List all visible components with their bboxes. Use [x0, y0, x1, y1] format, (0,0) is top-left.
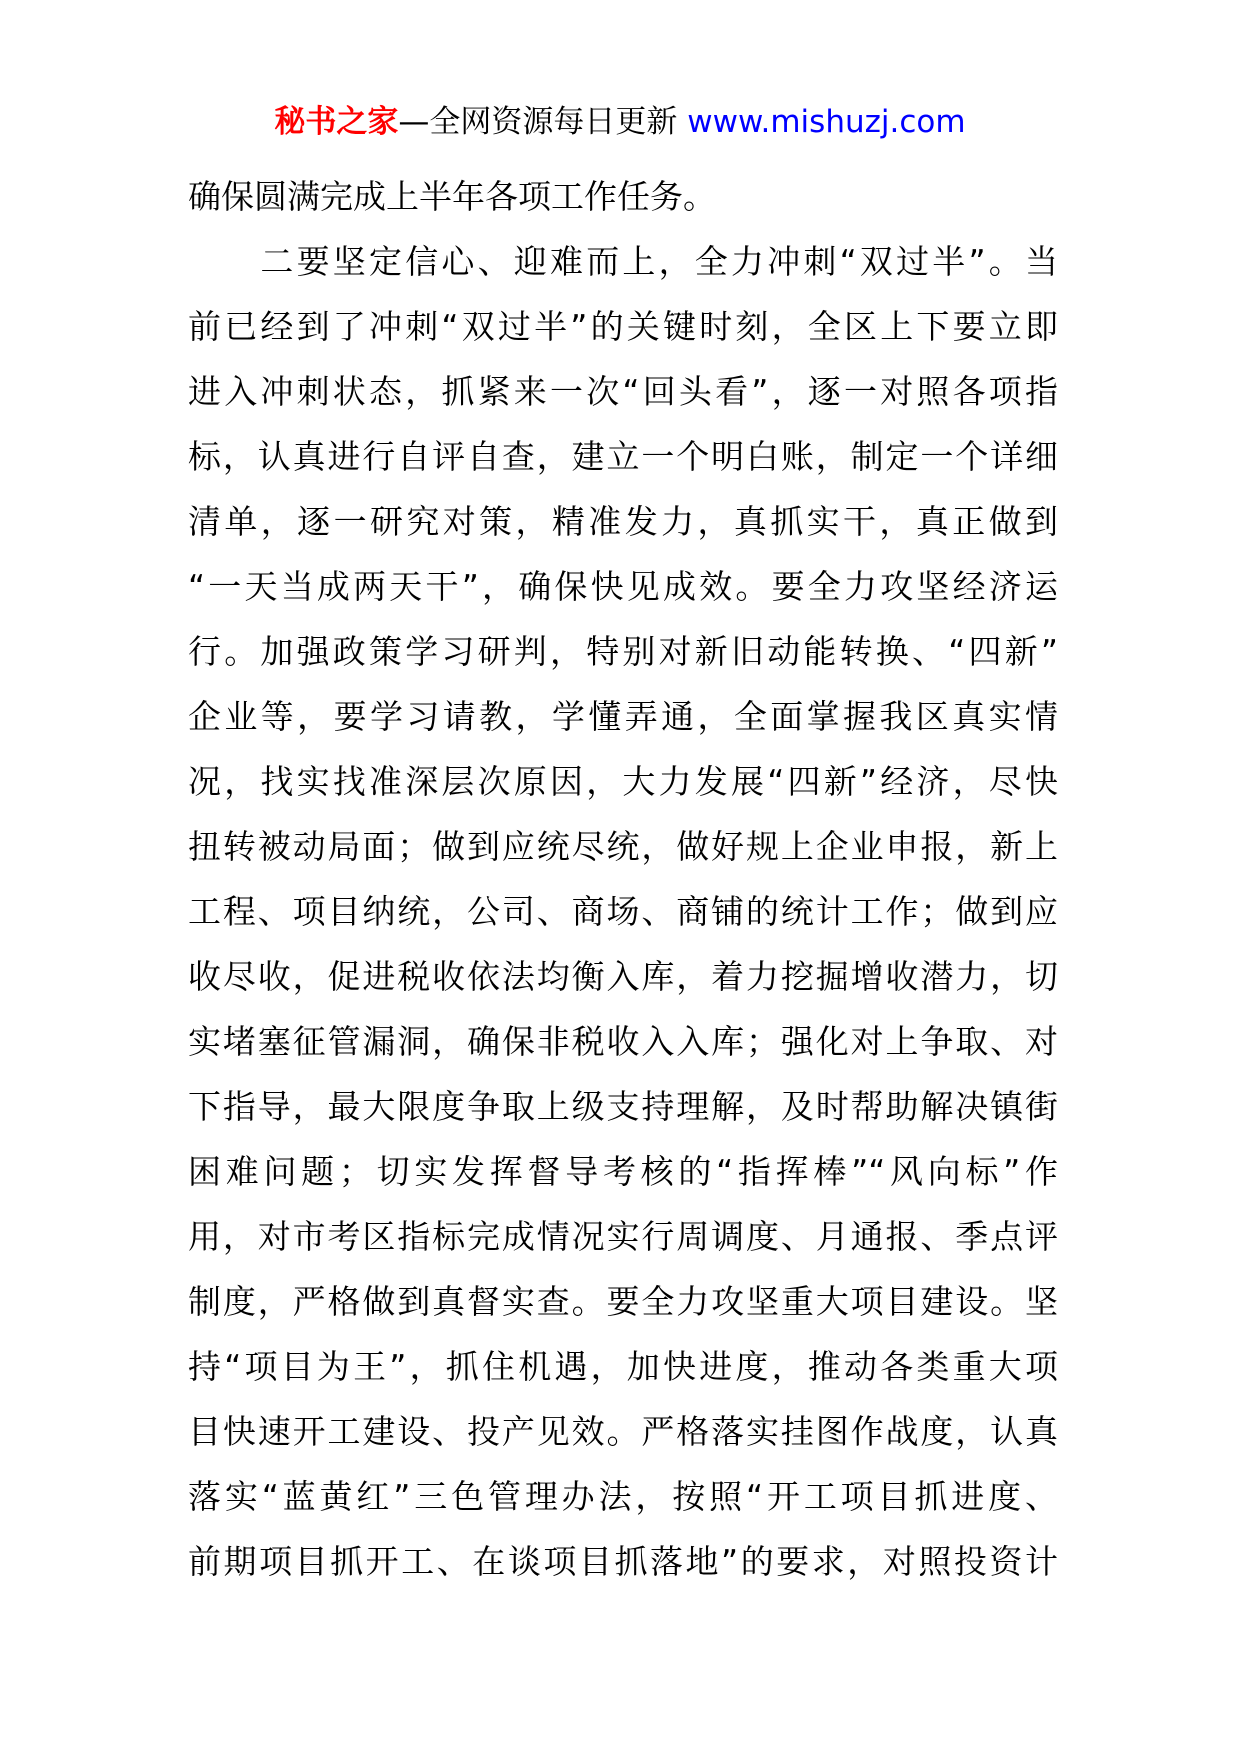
site-slogan: —全网资源每日更新: [398, 104, 678, 140]
text-line: 进入冲刺状态，抓紧来一次“回头看”，逐一对照各项指: [188, 372, 1058, 411]
site-header: [0, 100, 1240, 144]
text-line: 扭转被动局面；做到应统尽统，做好规上企业申报，新上: [188, 827, 1058, 866]
text-line: 况，找实找准深层次原因，大力发展“四新”经济，尽快: [188, 762, 1058, 801]
text-line: 实堵塞征管漏洞，确保非税收入入库；强化对上争取、对: [188, 1022, 1058, 1061]
site-url-link[interactable]: www.mishuzj.com: [687, 104, 966, 140]
text-line: 前已经到了冲刺“双过半”的关键时刻，全区上下要立即: [188, 307, 1058, 346]
text-line: 标，认真进行自评自查，建立一个明白账，制定一个详细: [188, 437, 1058, 476]
text-line: 困难问题；切实发挥督导考核的“指挥棒”“风向标”作: [188, 1152, 1058, 1191]
text-line: 收尽收，促进税收依法均衡入库，着力挖掘增收潜力，切: [188, 957, 1058, 996]
text-line: 企业等，要学习请教，学懂弄通，全面掌握我区真实情: [188, 697, 1058, 736]
text-line: 工程、项目纳统，公司、商场、商铺的统计工作；做到应: [188, 892, 1058, 931]
text-line: 清单，逐一研究对策，精准发力，真抓实干，真正做到: [188, 502, 1058, 541]
text-line: 落实“蓝黄红”三色管理办法，按照“开工项目抓进度、: [188, 1477, 1058, 1516]
text-line: 制度，严格做到真督实查。要全力攻坚重大项目建设。坚: [188, 1282, 1058, 1321]
document-body: [188, 164, 1058, 1594]
site-brand: 秘书之家: [274, 104, 399, 140]
text-line: 下指导，最大限度争取上级支持理解，及时帮助解决镇街: [188, 1087, 1058, 1126]
text-line: 持“项目为王”，抓住机遇，加快进度，推动各类重大项: [188, 1347, 1058, 1386]
text-line: 目快速开工建设、投产见效。严格落实挂图作战度，认真: [188, 1412, 1058, 1451]
text-line: 二要坚定信心、迎难而上，全力冲刺“双过半”。当: [188, 242, 1058, 281]
text-line: 确保圆满完成上半年各项工作任务。: [188, 177, 716, 216]
text-line: 行。加强政策学习研判，特别对新旧动能转换、“四新”: [188, 632, 1058, 671]
text-line: 用，对市考区指标完成情况实行周调度、月通报、季点评: [188, 1217, 1058, 1256]
text-line: 前期项目抓开工、在谈项目抓落地”的要求，对照投资计: [188, 1542, 1058, 1581]
text-line: “一天当成两天干”，确保快见成效。要全力攻坚经济运: [188, 567, 1058, 606]
